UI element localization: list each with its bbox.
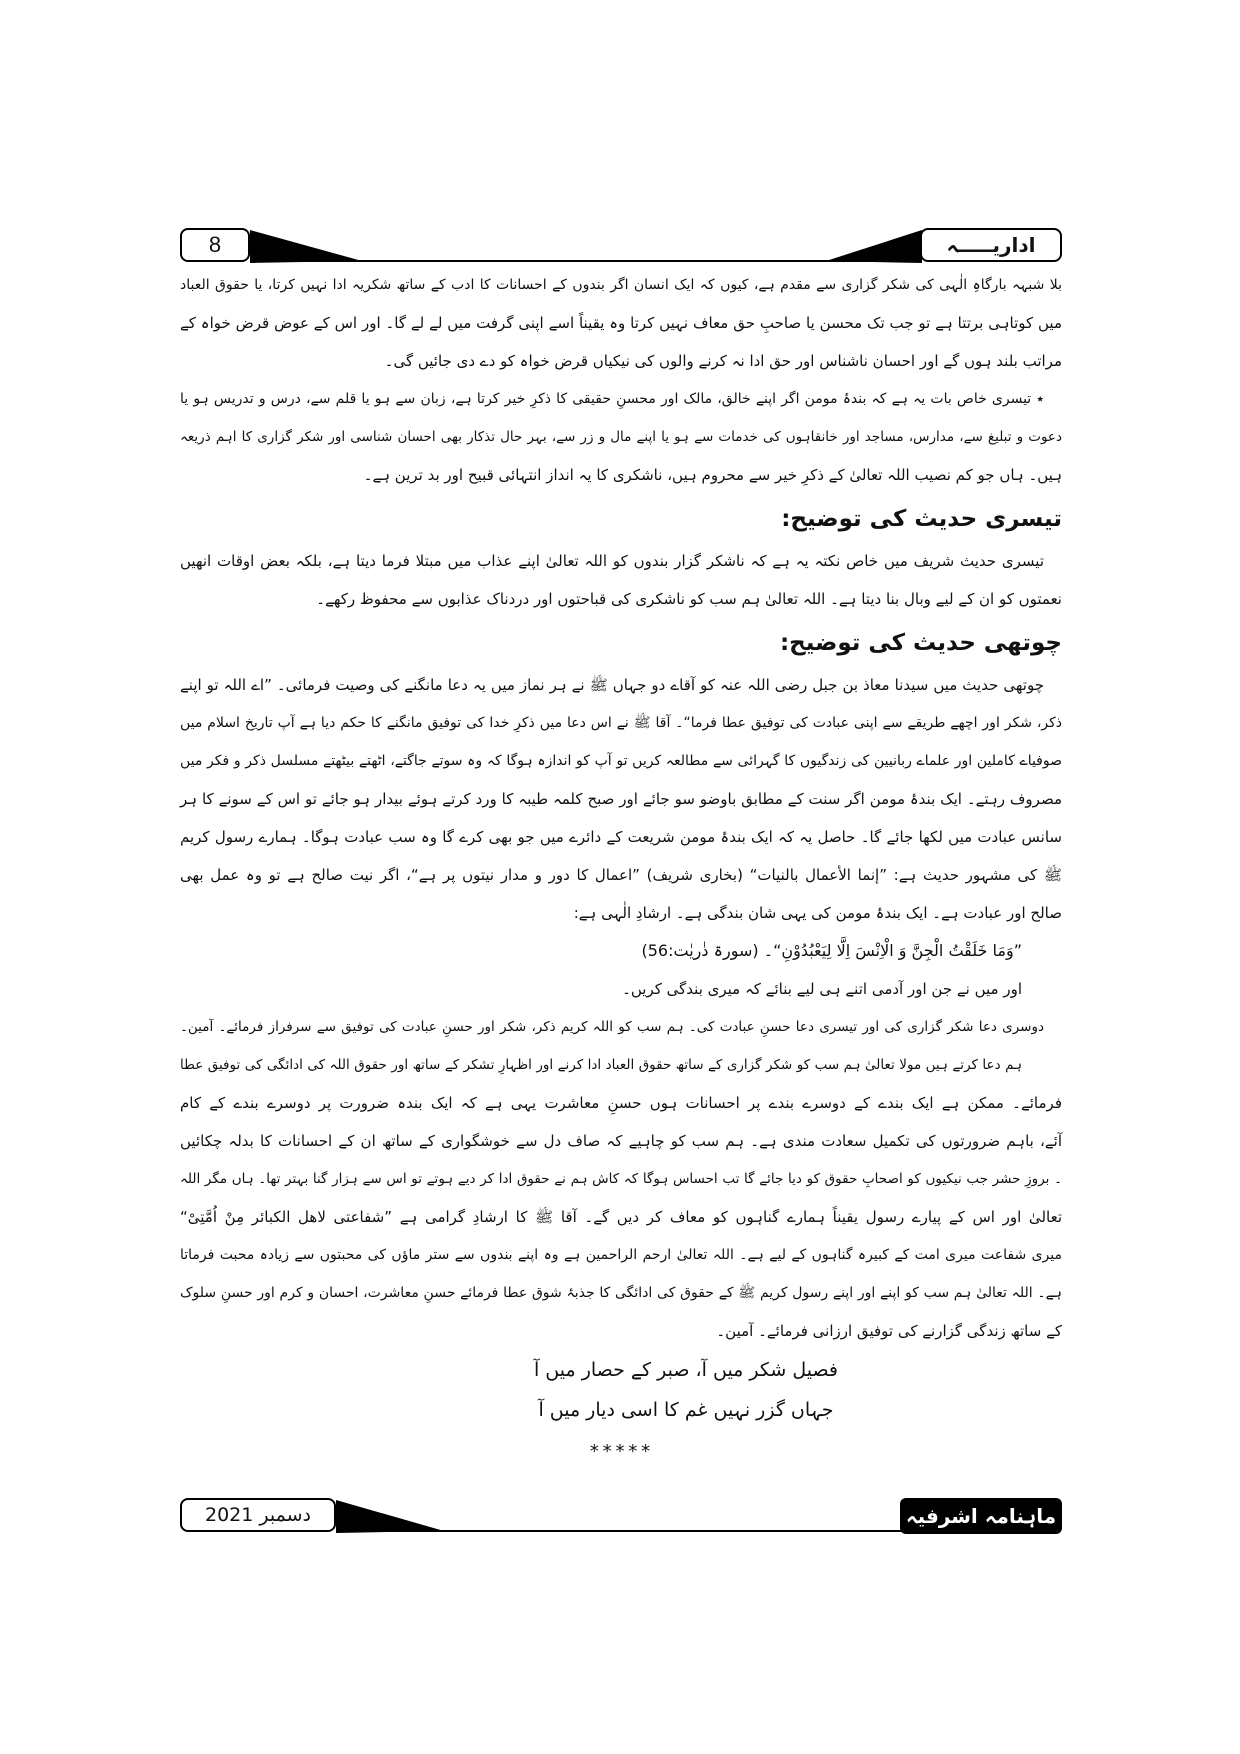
paragraph-line: چوتھی حدیث میں سیدنا معاذ بن جبل رضی اللہ عنہ کو آقاے دو جہاں ﷺ نے ہر نماز میں یہ دعا مانگنے کی وصیت فرمائی۔ ”اے اللہ تو اپنے: [180, 676, 1044, 694]
issue-date: دسمبر 2021: [180, 1498, 336, 1532]
paragraph-line: میری شفاعت میری امت کے کبیرہ گناہوں کے لیے ہے۔ اللہ تعالیٰ ارحم الراحمین ہے وہ اپنے بندوں سے ستر ماؤں کی محبتوں سے زیادہ محبت فرماتا: [180, 1247, 1062, 1263]
paragraph-line: دوسری دعا شکر گزاری کی اور تیسری دعا حسنِ عبادت کی۔ ہم سب کو اللہ کریم ذکر، شکر اور حسنِ عبادت کی توفیق سے سرفراز فرمائے۔ آمین۔: [180, 1019, 1044, 1035]
header-right-wedge: [826, 230, 922, 263]
section-heading-fourth-hadith: چوتھی حدیث کی توضیح:: [779, 630, 1062, 656]
paragraph-line: آئے، باہم ضرورتوں کی تکمیل سعادت مندی ہے۔ ہم سب کو چاہیے کہ صاف دل سے خوشگواری کے ساتھ ان کے احسانات کا بدلہ چکائیں: [180, 1132, 1062, 1150]
poem-line: فصیل شکر میں آ، صبر کے حصار میں آ: [533, 1359, 839, 1381]
paragraph-line: ۔ بروزِ حشر جب نیکیوں کو اصحابِ حقوق کو دیا جائے گا تب احساس ہوگا کہ کاش ہم نے حقوق ادا کر دیے ہوتے تو اس سے ہزار گنا بہتر تھا۔ ہاں مگر اللہ: [180, 1171, 1062, 1187]
article-body: [180, 266, 1062, 1474]
page-number: 8: [180, 228, 250, 262]
paragraph-line: تعالیٰ اور اس کے پیارے رسول یقیناً ہمارے گناہوں کو معاف کر دیں گے۔ آقا ﷺ کا ارشادِ گرامی ہے ”شفاعتی لاھل الکبائر مِنْ اُمَّتِیْ“: [180, 1208, 1062, 1226]
paragraph-line: صالح اور عبادت ہے۔ ایک بندۂ مومن کی یہی شان بندگی ہے۔ ارشادِ الٰہی ہے:: [573, 904, 1062, 922]
paragraph-line: ﷺ کی مشہور حدیث ہے: ”إنما الأعمال بالنيات“ (بخاری شریف) ”اعمال کا دور و مدار نیتوں پر ہے“، اگر نیت صالح ہے تو وہ عمل بھی: [180, 866, 1062, 884]
paragraph-line: ہم دعا کرتے ہیں مولا تعالیٰ ہم سب کو شکر گزاری کے ساتھ حقوق العباد ادا کرنے اور اظہارِ تشکر کے ساتھ اور حقوق اللہ کی ادائگی کی توفیق عطا: [180, 1057, 1022, 1073]
paragraph-line: ہیں۔ ہاں جو کم نصیب اللہ تعالیٰ کے ذکرِ خیر سے محروم ہیں، ناشکری کا یہ انداز انتہائی قبیح اور بد ترین ہے۔: [363, 466, 1062, 484]
quran-verse: ”وَمَا خَلَقْتُ الْجِنَّ وَ الْاِنْسَ اِلَّا لِیَعْبُدُوْنِ“۔ (سورۃ ذٰریٰت:56): [641, 941, 1022, 960]
section-heading-third-hadith: تیسری حدیث کی توضیح:: [781, 506, 1062, 532]
paragraph-line: میں کوتاہی برتتا ہے تو جب تک محسن یا صاحبِ حق معاف نہیں کرتا وہ یقیناً اسے اپنی گرفت میں لے لے گا۔ اور اس کے عوض قرض خواہ کے: [180, 314, 1062, 332]
paragraph-line: دعوت و تبلیغ سے، مدارس، مساجد اور خانقاہوں کی خدمات سے ہو یا اپنے مال و زر سے، بہر حال تذکار بھی احسان شناسی اور شکر گزاری کا اہم ذریعہ: [180, 429, 1062, 445]
verse-translation: اور میں نے جن اور آدمی اتنے ہی لیے بنائے کہ میری بندگی کریں۔: [622, 980, 1022, 998]
paragraph-line: مصروف رہتے۔ ایک بندۂ مومن اگر سنت کے مطابق باوضو سو جائے اور صبح کلمہ طیبہ کا ورد کرتے ہوئے بیدار ہو جائے تو اس کے سونے کا ہر: [180, 790, 1062, 808]
paragraph-line: تیسری حدیث شریف میں خاص نکتہ یہ ہے کہ ناشکر گزار بندوں کو اللہ تعالیٰ اپنے عذاب میں مبتلا فرما دیتا ہے، بلکہ بعض اوقات انھیں: [180, 552, 1044, 570]
paragraph-line: صوفیاے کاملین اور علماے ربانیین کی زندگیوں کا گہرائی سے مطالعہ کریں تو آپ کو اندازہ ہوگا کہ وہ سوتے جاگتے، اٹھتے بیٹھتے مسلسل ذکر و فکر میں: [180, 753, 1062, 769]
paragraph-line: ٭ تیسری خاص بات یہ ہے کہ بندۂ مومن اگر اپنے خالق، مالک اور محسنِ حقیقی کا ذکرِ خیر کرتا ہے، زبان سے ہو یا قلم سے، درس و تدریس ہو یا: [180, 391, 1044, 407]
paragraph-line: کے ساتھ زندگی گزارنے کی توفیق ارزانی فرمائے۔ آمین۔: [716, 1322, 1062, 1340]
poem-line: جہاں گزر نہیں غم کا اسی دیار میں آ: [538, 1399, 834, 1421]
section-title: اداریـــــہ: [920, 228, 1062, 262]
paragraph-line: نعمتوں کو ان کے لیے وبال بنا دیتا ہے۔ اللہ تعالیٰ ہم سب کو ناشکری کی قباحتوں اور دردناک عذابوں سے محفوظ رکھے۔: [316, 590, 1062, 608]
paragraph-line: فرمائے۔ ممکن ہے ایک بندے کے دوسرے بندے پر احسانات ہوں حسنِ معاشرت یہی ہے کہ ایک بندہ ضرورت پر دوسرے بندے کے کام: [180, 1094, 1062, 1112]
paragraph-line: ہے۔ اللہ تعالیٰ ہم سب کو اپنے اور اپنے رسول کریم ﷺ کے حقوق کی ادائگی کا جذبۂ شوق عطا فرمائے حسنِ معاشرت، احسان و کرم اور حسنِ سلوک: [180, 1285, 1062, 1301]
paragraph-line: مراتب بلند ہوں گے اور احسان ناشناس اور حق ادا نہ کرنے والوں کی نیکیاں قرض خواہ کو دے دی جائیں گی۔: [384, 352, 1062, 370]
paragraph-line: بلا شبہہ بارگاہِ الٰہی کی شکر گزاری سے مقدم ہے، کیوں کہ ایک انسان اگر بندوں کے احسانات کا ادب کے ساتھ شکریہ ادا نہیں کرتا، یا حقوق العباد: [180, 277, 1062, 293]
end-mark: *****: [588, 1441, 654, 1462]
header-left-wedge: [250, 230, 362, 263]
magazine-name: ماہنامہ اشرفیہ: [900, 1498, 1062, 1534]
paragraph-line: سانس عبادت میں لکھا جائے گا۔ حاصل یہ کہ ایک بندۂ مومن شریعت کے دائرے میں جو بھی کرے گا وہ سب عبادت ہوگا۔ ہمارے رسول کریم: [180, 828, 1062, 846]
footer-left-wedge: [336, 1500, 444, 1533]
paragraph-line: ذکر، شکر اور اچھے طریقے سے اپنی عبادت کی توفیق عطا فرما“۔ آقا ﷺ نے اس دعا میں ذکرِ خدا کی توفیق مانگنے کا حکم دیا ہے آپ تاریخ اسلام میں: [180, 715, 1062, 731]
